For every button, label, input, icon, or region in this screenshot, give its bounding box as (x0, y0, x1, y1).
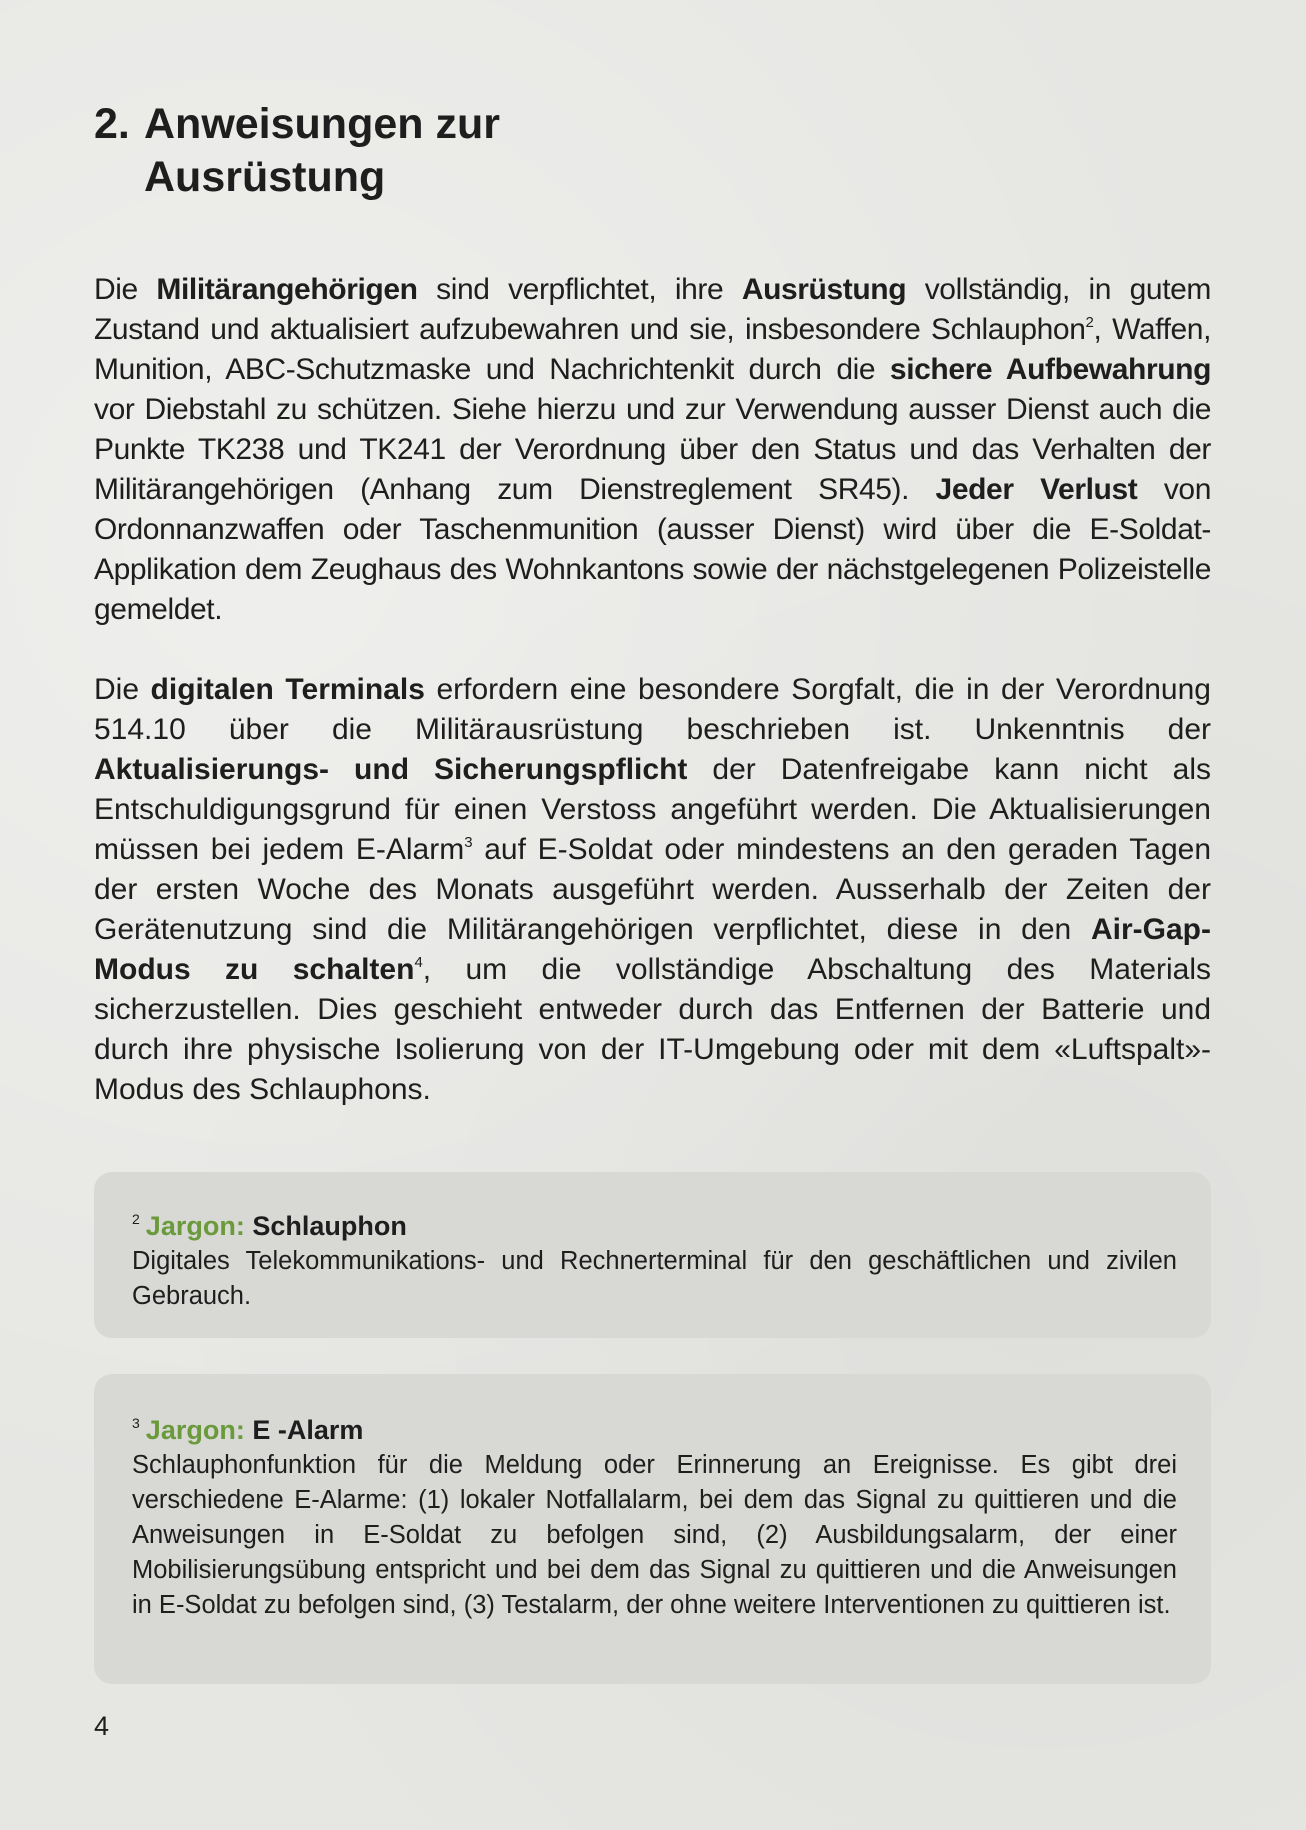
footnote-ref: 3 (464, 834, 473, 851)
text-run: Die (94, 273, 157, 306)
bold-run: Aktualisierungs- und Sicherungspflicht (94, 753, 688, 786)
footnote-term: Schlauphon (244, 1211, 407, 1241)
bold-run: Ausrüstung (741, 273, 907, 306)
jargon-label: Jargon: (145, 1211, 245, 1241)
text-run: auf E-Soldat oder mindestens an den geraden Tagen der ersten Woche des Monats ausgeführt werden. Ausserhalb der Zeiten der Gerätenutzung sind die Militärangehörigen verpflichtet, diese in den (94, 833, 1211, 946)
footnote-ref: 2 (1085, 314, 1094, 331)
section-number: 2. (94, 100, 130, 148)
footnote-box-schlauphon (94, 1172, 1211, 1338)
section-title (94, 98, 794, 204)
text-run: , um die vollständige Abschaltung des Materials sicherzustellen. Dies geschieht entweder durch das Entfernen der Batterie und durch ihre physische Isolierung von der IT-Umgebung oder mit dem «Luftspalt»-Modus des Schlauphons. (94, 953, 1212, 1106)
footnote-text: Digitales Telekommunikations- und Rechnerterminal für den geschäftlichen und zivilen Gebrauch. (132, 1247, 1177, 1310)
bold-run: Air-Gap-Modus zu schalten (94, 913, 1211, 986)
text-run: vollständig, in gutem Zustand und aktualisiert aufzubewahren und sie, insbesondere Schlauphon (94, 273, 1212, 346)
footnote-heading (132, 1412, 363, 1448)
text-run: der Datenfreigabe kann nicht als Entschuldigungsgrund für einen Verstoss angeführt werden. Die Aktualisierungen müssen bei jedem E-Alarm (94, 753, 1211, 866)
footnote-number: 3 (132, 1415, 140, 1431)
text-run: , Waffen, Munition, ABC-Schutzmaske und Nachrichtenkit durch die (94, 313, 1212, 386)
bold-run: Jeder Verlust (935, 473, 1138, 506)
footnote-term: E -Alarm (244, 1415, 364, 1445)
jargon-label: Jargon: (145, 1415, 245, 1445)
footnote-heading (132, 1208, 407, 1244)
page-number: 4 (94, 1711, 110, 1741)
section-title-line1: Anweisungen zur (144, 100, 500, 148)
text-run: sind verpflichtet, ihre (417, 273, 742, 306)
text-run: Die (94, 673, 151, 706)
footnote-ref: 4 (414, 954, 423, 971)
footnote-text: Schlauphonfunktion für die Meldung oder Erinnerung an Ereignisse. Es gibt drei verschiedene E-Alarme: (1) lokaler Notfallalarm, bei dem das Signal zu quittieren und die Anweisungen in E-Soldat zu befolgen sind, (2) Ausbildungsalarm, der einer Mobilisierungsübung entspricht und bei dem das Signal zu quittieren und die Anweisungen in E-Soldat zu befolgen sind, (3) Testalarm, der ohne weitere Interventionen zu quittieren ist. (132, 1451, 1177, 1619)
bold-run: sichere Aufbewahrung (889, 353, 1211, 386)
paragraph-equipment-storage (94, 270, 1211, 630)
bold-run: digitalen Terminals (150, 673, 425, 706)
footnote-box-e-alarm (94, 1374, 1211, 1684)
paragraph-digital-terminals (94, 670, 1211, 1110)
bold-run: Militärangehörigen (156, 273, 418, 306)
section-title-line2: Ausrüstung (144, 153, 386, 201)
text-run: vor Diebstahl zu schützen. Siehe hierzu und zur Verwendung ausser Dienst auch die Punkte TK238 und TK241 der Verordnung über den Status und das Verhalten der Militärangehörigen (Anhang zum Dienstreglement SR45). (94, 393, 1211, 506)
text-run: von Ordonnanzwaffen oder Taschenmunition (ausser Dienst) wird über die E-Soldat-Applikation dem Zeughaus des Wohnkantons sowie der nächstgelegenen Polizeistelle gemeldet. (94, 473, 1211, 626)
text-run: erfordern eine besondere Sorgfalt, die in der Verordnung 514.10 über die Militärausrüstung beschrieben ist. Unkenntnis der (94, 673, 1211, 746)
footnote-number: 2 (132, 1211, 140, 1227)
